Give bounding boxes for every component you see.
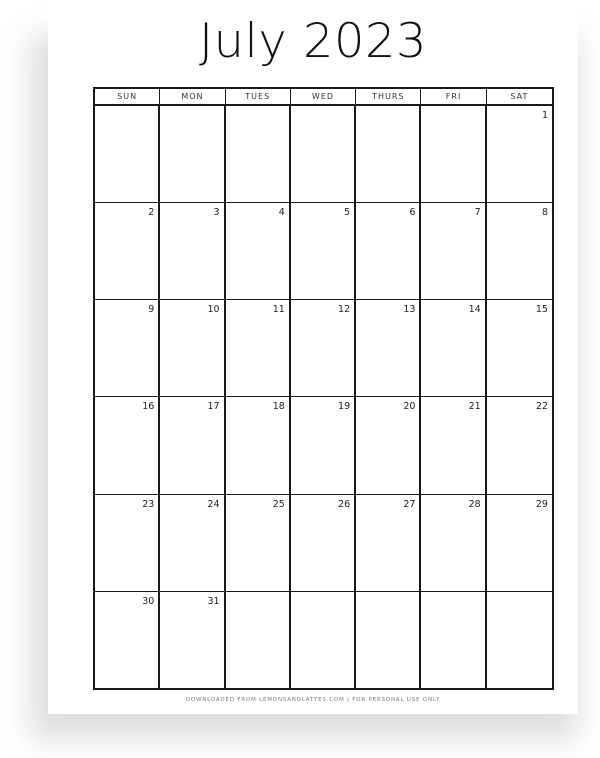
day-cell <box>356 591 421 688</box>
day-number: 15 <box>535 304 548 316</box>
day-number: 4 <box>278 207 285 219</box>
day-number: 2 <box>148 207 155 219</box>
day-cell <box>95 202 160 299</box>
day-cell <box>160 299 225 396</box>
day-cell <box>95 396 160 493</box>
day-cell <box>291 396 356 493</box>
weekday-header-wed: WED <box>291 89 356 105</box>
day-cell <box>291 494 356 591</box>
day-cell <box>226 105 291 202</box>
day-number: 21 <box>468 401 481 413</box>
day-number: 20 <box>403 401 416 413</box>
day-number: 23 <box>142 498 155 510</box>
day-cell <box>421 396 486 493</box>
day-number: 22 <box>535 401 548 413</box>
day-cell <box>160 396 225 493</box>
day-cell <box>160 202 225 299</box>
day-number: 25 <box>272 498 285 510</box>
weekday-header-fri: FRI <box>421 89 486 105</box>
day-cell <box>226 202 291 299</box>
day-number: 19 <box>338 401 351 413</box>
weekday-header-mon: MON <box>160 89 225 105</box>
day-cell <box>421 202 486 299</box>
day-number: 9 <box>148 304 155 316</box>
day-cell <box>226 494 291 591</box>
day-number: 17 <box>207 401 220 413</box>
day-cell <box>226 591 291 688</box>
day-cell <box>95 591 160 688</box>
day-number: 11 <box>272 304 285 316</box>
day-number: 14 <box>468 304 481 316</box>
day-cell <box>487 494 552 591</box>
day-cell <box>95 494 160 591</box>
day-cell <box>226 299 291 396</box>
day-number: 27 <box>403 498 416 510</box>
day-cell <box>356 105 421 202</box>
calendar-grid <box>93 87 554 690</box>
day-number: 8 <box>541 207 548 219</box>
day-number: 6 <box>409 207 416 219</box>
day-cell <box>487 396 552 493</box>
day-number: 7 <box>474 207 481 219</box>
day-cell <box>95 105 160 202</box>
day-number: 28 <box>468 498 481 510</box>
day-cell <box>95 299 160 396</box>
day-cell <box>487 202 552 299</box>
day-cell <box>356 396 421 493</box>
day-cell <box>160 105 225 202</box>
day-cell <box>356 202 421 299</box>
weekday-header-sat: SAT <box>487 89 552 105</box>
day-cell <box>291 105 356 202</box>
day-cell <box>160 494 225 591</box>
footer-note: DOWNLOADED FROM LEMONSANDLATTES.COM | FOR PERSONAL USE ONLY <box>185 697 441 703</box>
day-cell <box>291 591 356 688</box>
weekday-header-thurs: THURS <box>356 89 421 105</box>
day-cell <box>356 299 421 396</box>
day-number: 13 <box>403 304 416 316</box>
day-number: 12 <box>338 304 351 316</box>
day-number: 26 <box>338 498 351 510</box>
day-number: 30 <box>142 595 155 607</box>
day-cell <box>291 202 356 299</box>
day-cell <box>487 299 552 396</box>
day-number: 18 <box>272 401 285 413</box>
day-number: 10 <box>207 304 220 316</box>
day-cell <box>487 591 552 688</box>
day-number: 24 <box>207 498 220 510</box>
day-cell <box>226 396 291 493</box>
day-cell <box>421 105 486 202</box>
day-cell <box>421 494 486 591</box>
day-number: 29 <box>535 498 548 510</box>
day-cell <box>160 591 225 688</box>
day-number: 5 <box>344 207 351 219</box>
day-number: 3 <box>213 207 220 219</box>
day-cell <box>421 591 486 688</box>
day-number: 31 <box>207 595 220 607</box>
month-title: July 2023 <box>198 14 428 69</box>
day-number: 16 <box>142 401 155 413</box>
weekday-header-tues: TUES <box>226 89 291 105</box>
day-cell <box>487 105 552 202</box>
day-cell <box>356 494 421 591</box>
day-cell <box>421 299 486 396</box>
weekday-header-sun: SUN <box>95 89 160 105</box>
day-cell <box>291 299 356 396</box>
day-number: 1 <box>541 110 548 121</box>
